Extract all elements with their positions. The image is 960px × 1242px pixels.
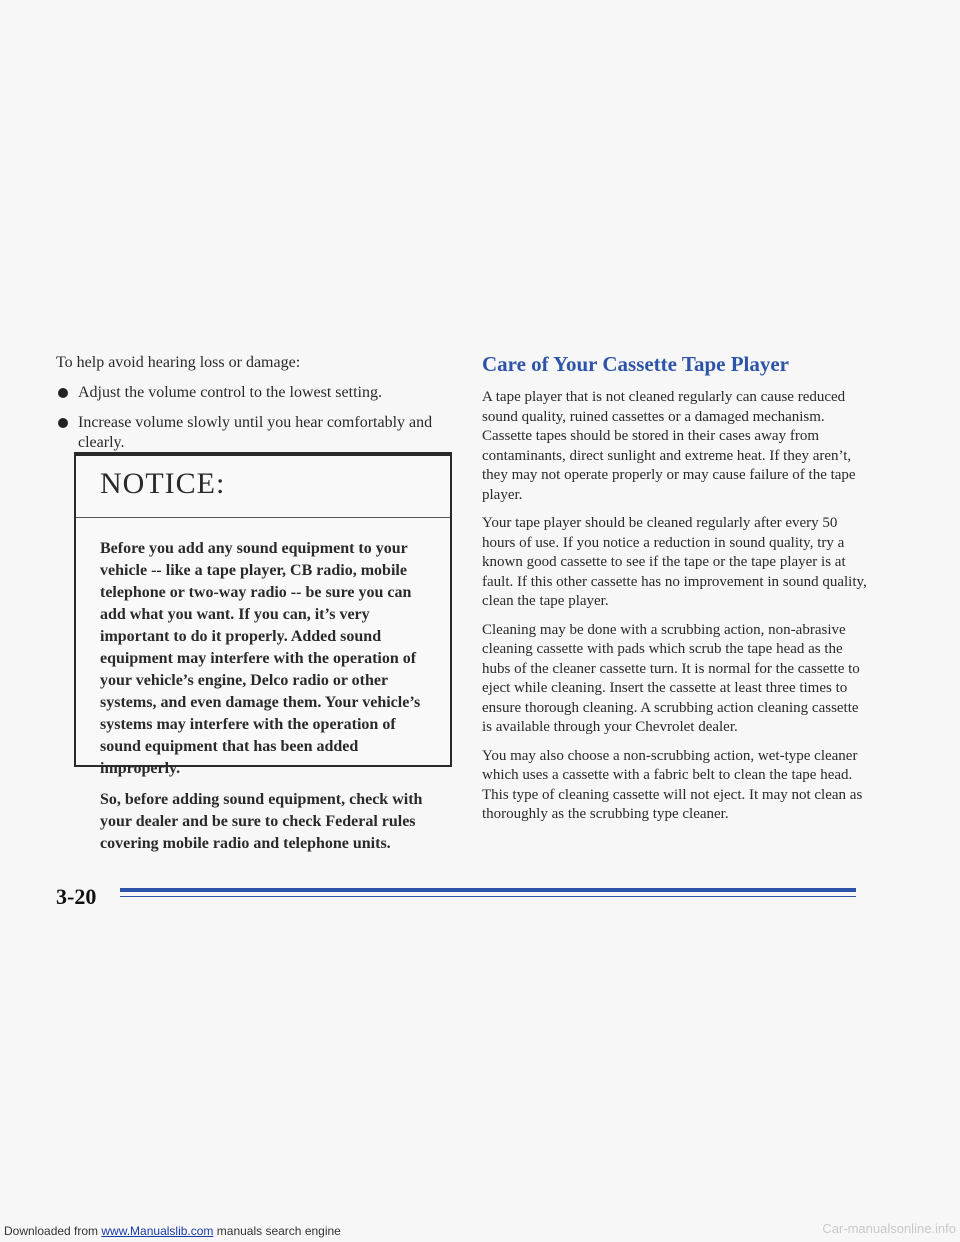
notice-box — [74, 452, 452, 852]
notice-body — [100, 538, 436, 864]
notice-title: NOTICE: — [100, 467, 226, 500]
left-column — [56, 352, 456, 463]
download-prefix: Downloaded from — [4, 1224, 102, 1238]
right-column — [482, 350, 870, 834]
section-heading: Care of Your Cassette Tape Player — [482, 352, 789, 376]
intro-text: To help avoid hearing loss or damage: — [56, 354, 301, 371]
watermark: Car-manualsonline.info — [822, 1221, 956, 1236]
bullet-text: Increase volume slowly until you hear comfortably and clearly. — [78, 414, 433, 451]
manualslib-link[interactable]: www.Manualslib.com — [101, 1224, 214, 1238]
body-paragraph: Your tape player should be cleaned regularly after every 50 hours of use. If you notice a reduction in sound quality, try a known good cassette to see if the tape or the tape player is at fault. If this other cassette has no improvement in sound quality, clean the tape player. — [482, 515, 867, 609]
notice-paragraph: Before you add any sound equipment to your vehicle -- like a tape player, CB radio, mobile telephone or two-way radio -- be sure you can add what you want. If you can, it’s very important to do it properly. Added sound equipment may interfere with the operation of your vehicle’s engine, Delco radio or other systems, and even damage them. Your vehicle’s systems may interfere with the operation of sound equipment that has been added improperly. — [100, 540, 421, 777]
download-suffix: manuals search engine — [213, 1224, 341, 1238]
page-number: 3-20 — [56, 884, 97, 909]
body-paragraph: A tape player that is not cleaned regularly can cause reduced sound quality, ruined cassettes or a damaged mechanism. Cassette tapes should be stored in their cases away from contaminants, direct sunlight and extreme heat. If they aren’t, they may not operate properly or may cause failure of the tape player. — [482, 389, 856, 503]
body-paragraph: You may also choose a non-scrubbing action, wet-type cleaner which uses a cassette with a fabric belt to clean the tape head. This type of cleaning cassette will not eject. It may not clean as thoroughly as the scrubbing type cleaner. — [482, 747, 863, 822]
download-line — [4, 1224, 341, 1238]
bullet-text: Adjust the volume control to the lowest setting. — [78, 384, 382, 401]
notice-paragraph: So, before adding sound equipment, check with your dealer and be sure to check Federal rules covering mobile radio and telephone units. — [100, 791, 423, 852]
body-paragraph: Cleaning may be done with a scrubbing action, non-abrasive cleaning cassette with pads which scrub the tape head as the hubs of the cleaner cassette turn. It is normal for the cassette to eject while cleaning. Insert the cassette at least three times to ensure thorough cleaning. A scrubbing action cleaning cassette is available through your Chevrolet dealer. — [482, 621, 860, 735]
bullet-dot-icon — [58, 418, 68, 428]
footer-rule-thin — [120, 896, 856, 897]
bullet-item — [56, 383, 456, 403]
footer-rule — [120, 888, 856, 892]
bullet-list — [56, 383, 456, 453]
bullet-dot-icon — [58, 388, 68, 398]
bullet-item — [56, 413, 456, 453]
notice-header — [76, 454, 450, 518]
